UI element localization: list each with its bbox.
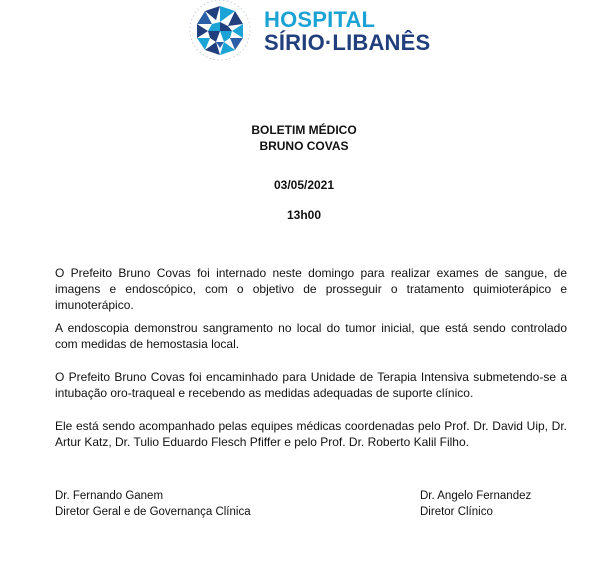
paragraph-endoscopy: A endoscopia demonstrou sangramento no local do tumor inicial, que está sendo controlado com medidas de hemostasia local. (55, 321, 567, 351)
patient-name: BRUNO COVAS (259, 139, 349, 153)
hospital-name (264, 8, 430, 54)
letterhead (188, 0, 448, 62)
hospital-logo-icon (188, 0, 252, 62)
brand-line-sirio-libanes: SÍRIO·LIBANÊS (264, 30, 431, 55)
paragraph-icu: O Prefeito Bruno Covas foi encaminhado para Unidade de Terapia Intensiva submetendo-se a intubação oro-traqueal e recebendo as medidas adequadas de suporte clínico. (55, 370, 567, 400)
paragraph-medical-team: Ele está sendo acompanhado pelas equipes médicas coordenadas pelo Prof. Dr. David Uip, Dr. Artur Katz, Dr. Tulio Eduardo Flesch Pfiffer e pelo Prof. Dr. Roberto Kalil Filho. (55, 419, 567, 449)
bulletin-title: BOLETIM MÉDICO (251, 123, 357, 137)
signatory-role: Diretor Clínico (420, 506, 493, 518)
brand-line-hospital: HOSPITAL (264, 7, 376, 32)
signatory-name: Dr. Angelo Fernandez (420, 490, 532, 502)
signatory-role: Diretor Geral e de Governança Clínica (55, 506, 251, 518)
bulletin-time: 13h00 (286, 208, 322, 222)
paragraph-admission: O Prefeito Bruno Covas foi internado neste domingo para realizar exames de sangue, de imagens e endoscópico, com o objetivo de prosseguir o tratamento quimioterápico e imunoterápico. (55, 266, 567, 312)
signatory-name: Dr. Fernando Ganem (55, 490, 164, 502)
signature-block-right (420, 488, 531, 520)
bulletin-date: 03/05/2021 (273, 178, 335, 192)
signature-block-left (55, 488, 251, 520)
